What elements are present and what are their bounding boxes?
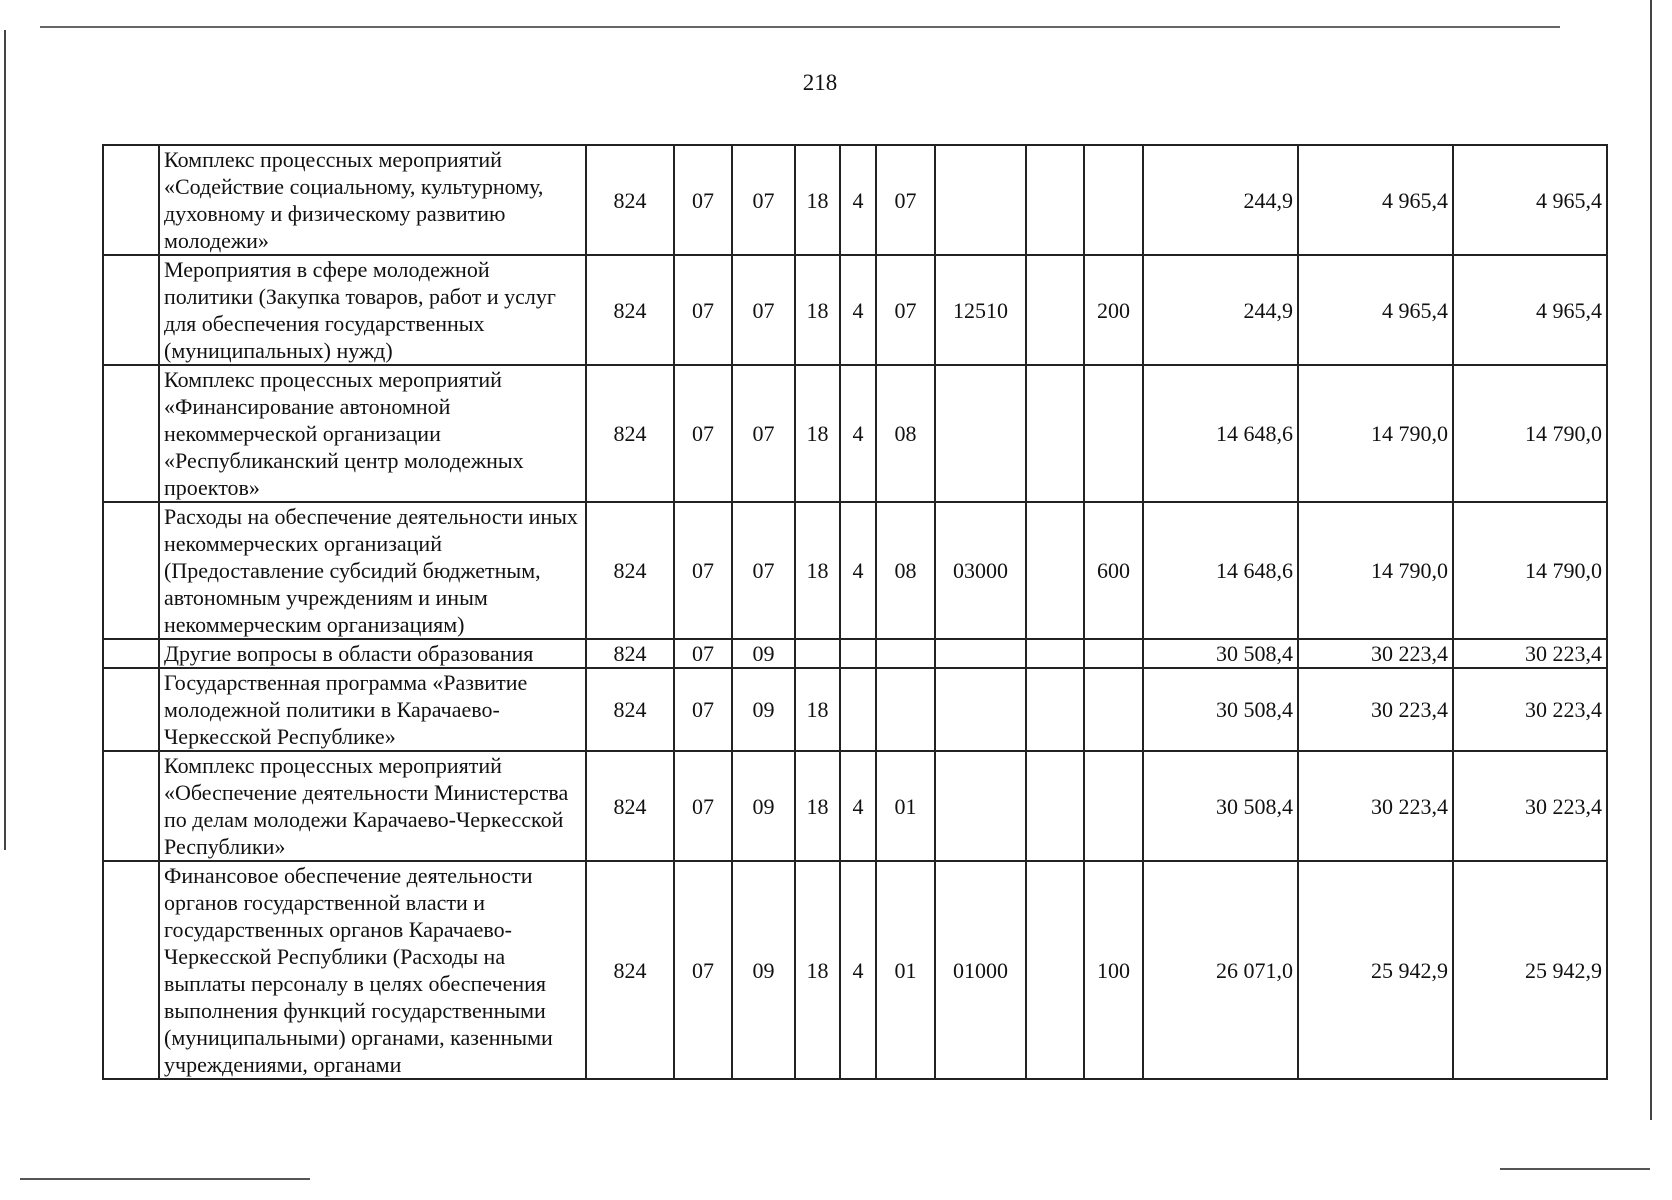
table-row (103, 639, 1607, 668)
amount-year-2: 30 223,4 (1298, 668, 1453, 751)
program-type-code: 4 (840, 502, 876, 639)
empty-code (1026, 668, 1084, 751)
ministry-code: 824 (586, 668, 674, 751)
structure-element-code (876, 639, 935, 668)
section-code: 07 (674, 365, 732, 502)
program-type-code (840, 668, 876, 751)
row-name: Финансовое обеспечение деятельности органов государственной власти и государственных органов Карачаево-Черкесской Республики (Расходы на выплаты персоналу в целях обеспечения выполнения функций государственными (муниципальными) органами, казенными учреждениями, органами (159, 861, 586, 1079)
amount-year-1: 244,9 (1143, 255, 1298, 365)
ministry-code: 824 (586, 861, 674, 1079)
ministry-code: 824 (586, 502, 674, 639)
amount-year-1: 26 071,0 (1143, 861, 1298, 1079)
section-code: 07 (674, 639, 732, 668)
row-index-cell (103, 255, 159, 365)
amount-year-2: 25 942,9 (1298, 861, 1453, 1079)
program-type-code (840, 639, 876, 668)
expense-type-code (1084, 639, 1143, 668)
scan-edge-right (1650, 0, 1652, 1120)
row-index-cell (103, 668, 159, 751)
structure-element-code: 08 (876, 502, 935, 639)
direction-code: 03000 (935, 502, 1026, 639)
direction-code: 12510 (935, 255, 1026, 365)
table-row (103, 145, 1607, 255)
direction-code (935, 639, 1026, 668)
expense-type-code (1084, 668, 1143, 751)
amount-year-3: 4 965,4 (1453, 145, 1607, 255)
program-code: 18 (795, 668, 840, 751)
amount-year-3: 14 790,0 (1453, 365, 1607, 502)
budget-table (102, 144, 1608, 1080)
program-type-code: 4 (840, 255, 876, 365)
direction-code (935, 145, 1026, 255)
row-name: Мероприятия в сфере молодежной политики (Закупка товаров, работ и услуг для обеспечения государственных (муниципальных) нужд) (159, 255, 586, 365)
empty-code (1026, 861, 1084, 1079)
structure-element-code: 01 (876, 861, 935, 1079)
ministry-code: 824 (586, 365, 674, 502)
program-code: 18 (795, 751, 840, 861)
subsection-code: 09 (732, 751, 795, 861)
expense-type-code: 100 (1084, 861, 1143, 1079)
program-code (795, 639, 840, 668)
program-code: 18 (795, 255, 840, 365)
subsection-code: 07 (732, 145, 795, 255)
program-type-code: 4 (840, 861, 876, 1079)
row-name: Государственная программа «Развитие молодежной политики в Карачаево-Черкесской Республике» (159, 668, 586, 751)
amount-year-3: 14 790,0 (1453, 502, 1607, 639)
scan-edge-bottom-left (20, 1178, 310, 1180)
ministry-code: 824 (586, 751, 674, 861)
amount-year-2: 4 965,4 (1298, 145, 1453, 255)
row-index-cell (103, 145, 159, 255)
amount-year-3: 25 942,9 (1453, 861, 1607, 1079)
amount-year-2: 30 223,4 (1298, 639, 1453, 668)
program-code: 18 (795, 145, 840, 255)
expense-type-code (1084, 751, 1143, 861)
subsection-code: 09 (732, 668, 795, 751)
empty-code (1026, 255, 1084, 365)
table-row (103, 751, 1607, 861)
row-index-cell (103, 639, 159, 668)
structure-element-code (876, 668, 935, 751)
ministry-code: 824 (586, 639, 674, 668)
row-index-cell (103, 861, 159, 1079)
program-type-code: 4 (840, 365, 876, 502)
subsection-code: 07 (732, 365, 795, 502)
expense-type-code: 200 (1084, 255, 1143, 365)
table-row (103, 861, 1607, 1079)
amount-year-3: 4 965,4 (1453, 255, 1607, 365)
section-code: 07 (674, 668, 732, 751)
amount-year-2: 14 790,0 (1298, 365, 1453, 502)
direction-code (935, 751, 1026, 861)
row-index-cell (103, 502, 159, 639)
section-code: 07 (674, 255, 732, 365)
amount-year-1: 244,9 (1143, 145, 1298, 255)
table-row (103, 502, 1607, 639)
scan-edge-bottom-right (1500, 1168, 1650, 1170)
subsection-code: 09 (732, 639, 795, 668)
section-code: 07 (674, 502, 732, 639)
program-code: 18 (795, 365, 840, 502)
row-index-cell (103, 751, 159, 861)
page-number: 218 (802, 70, 838, 95)
section-code: 07 (674, 861, 732, 1079)
expense-type-code: 600 (1084, 502, 1143, 639)
structure-element-code: 08 (876, 365, 935, 502)
empty-code (1026, 502, 1084, 639)
direction-code (935, 365, 1026, 502)
amount-year-1: 30 508,4 (1143, 751, 1298, 861)
subsection-code: 07 (732, 255, 795, 365)
direction-code (935, 668, 1026, 751)
amount-year-3: 30 223,4 (1453, 751, 1607, 861)
program-type-code: 4 (840, 751, 876, 861)
row-index-cell (103, 365, 159, 502)
amount-year-1: 14 648,6 (1143, 365, 1298, 502)
amount-year-2: 4 965,4 (1298, 255, 1453, 365)
amount-year-1: 30 508,4 (1143, 668, 1298, 751)
expense-type-code (1084, 365, 1143, 502)
row-name: Комплекс процессных мероприятий «Финансирование автономной некоммерческой организации «Республиканский центр молодежных проектов» (159, 365, 586, 502)
amount-year-2: 30 223,4 (1298, 751, 1453, 861)
amount-year-1: 30 508,4 (1143, 639, 1298, 668)
expense-type-code (1084, 145, 1143, 255)
section-code: 07 (674, 751, 732, 861)
table-row (103, 255, 1607, 365)
table-body (103, 145, 1607, 1079)
section-code: 07 (674, 145, 732, 255)
program-type-code: 4 (840, 145, 876, 255)
structure-element-code: 07 (876, 255, 935, 365)
empty-code (1026, 365, 1084, 502)
table-row (103, 668, 1607, 751)
structure-element-code: 07 (876, 145, 935, 255)
row-name: Другие вопросы в области образования (159, 639, 586, 668)
program-code: 18 (795, 502, 840, 639)
subsection-code: 09 (732, 861, 795, 1079)
ministry-code: 824 (586, 145, 674, 255)
amount-year-3: 30 223,4 (1453, 639, 1607, 668)
subsection-code: 07 (732, 502, 795, 639)
table-row (103, 365, 1607, 502)
ministry-code: 824 (586, 255, 674, 365)
program-code: 18 (795, 861, 840, 1079)
amount-year-1: 14 648,6 (1143, 502, 1298, 639)
row-name: Расходы на обеспечение деятельности иных некоммерческих организаций (Предоставление субсидий бюджетным, автономным учреждениям и иным некоммерческим организациям) (159, 502, 586, 639)
scan-edge-top (40, 26, 1560, 28)
structure-element-code: 01 (876, 751, 935, 861)
direction-code: 01000 (935, 861, 1026, 1079)
empty-code (1026, 639, 1084, 668)
empty-code (1026, 145, 1084, 255)
empty-code (1026, 751, 1084, 861)
amount-year-2: 14 790,0 (1298, 502, 1453, 639)
amount-year-3: 30 223,4 (1453, 668, 1607, 751)
row-name: Комплекс процессных мероприятий «Содействие социальному, культурному, духовному и физическому развитию молодежи» (159, 145, 586, 255)
scan-edge-left (4, 30, 6, 850)
row-name: Комплекс процессных мероприятий «Обеспечение деятельности Министерства по делам молодежи Карачаево-Черкесской Республики» (159, 751, 586, 861)
